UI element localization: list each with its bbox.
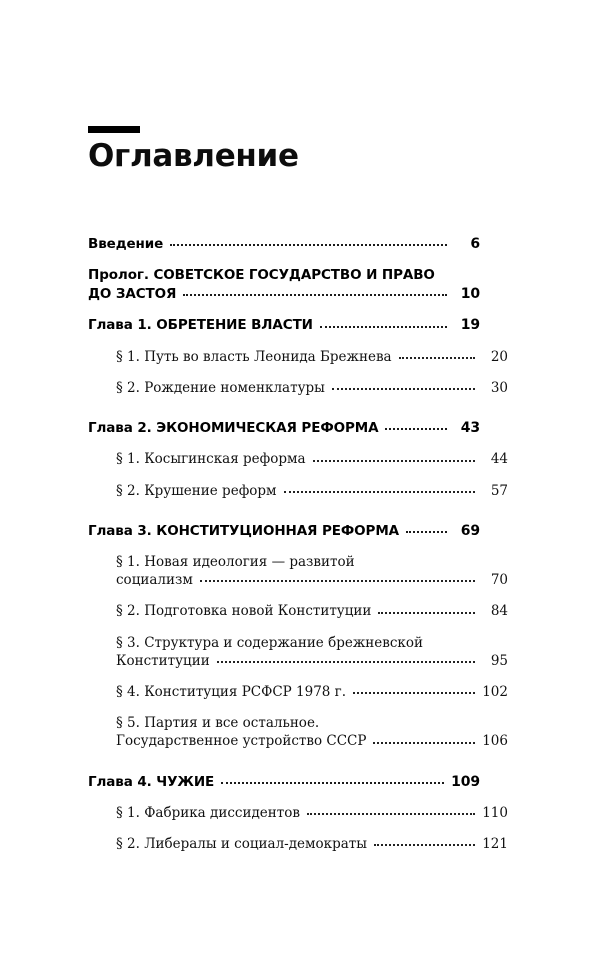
toc-entry-label: § 1. Новая идеология — развитой <box>116 553 355 570</box>
toc-entry-label: Пролог. СОВЕТСКОЕ ГОСУДАРСТВО И ПРАВО <box>88 267 435 284</box>
toc-section-entry[interactable] <box>88 450 508 468</box>
toc-leader-dots <box>313 460 475 462</box>
toc-leader-dots <box>284 491 475 493</box>
toc-section-entry[interactable] <box>88 553 508 589</box>
toc-section-entry[interactable] <box>88 602 508 620</box>
toc-section-entry[interactable] <box>88 714 508 750</box>
toc-entry-page: 10 <box>460 285 480 302</box>
toc-entry-page: 70 <box>490 572 508 589</box>
toc-leader-dots <box>385 428 447 430</box>
toc-entry-label: § 1. Косыгинская реформа <box>116 451 306 468</box>
toc-group-gap <box>88 513 480 522</box>
toc-entry-label-continued <box>88 285 480 304</box>
toc-leader-dots <box>373 742 475 744</box>
toc-entry-label-continued <box>116 652 508 670</box>
toc-section-entry[interactable] <box>88 683 508 701</box>
toc-leader-dots <box>320 326 447 328</box>
toc-section-entry[interactable] <box>88 348 508 366</box>
toc-section-entry[interactable] <box>88 379 508 397</box>
toc-leader-dots <box>170 244 447 246</box>
toc-chapter-entry[interactable] <box>88 419 480 437</box>
toc-entry-label-continued <box>116 571 508 589</box>
toc-leader-dots <box>378 612 475 614</box>
toc-entry-label: Глава 3. КОНСТИТУЦИОННАЯ РЕФОРМА <box>88 522 400 539</box>
toc-entry-label: § 3. Структура и содержание брежневской <box>116 634 423 651</box>
toc-entry-page: 95 <box>490 652 508 669</box>
toc-entry-page: 43 <box>460 420 480 437</box>
toc-entry-page: 69 <box>460 522 480 539</box>
toc-entry-label-tail: Государственное устройство СССР <box>116 733 367 750</box>
toc-entry-label-tail: Конституции <box>116 652 210 669</box>
toc-group-gap <box>88 410 480 419</box>
toc-leader-dots <box>353 692 475 694</box>
toc-entry-label: § 2. Подготовка новой Конституции <box>116 603 372 620</box>
table-of-contents <box>88 235 508 853</box>
toc-entry-page: 19 <box>460 317 480 334</box>
toc-entry-page: 109 <box>451 773 480 790</box>
toc-entry-label: § 2. Рождение номенклатуры <box>116 379 325 396</box>
toc-entry-page: 20 <box>490 348 508 365</box>
toc-entry-label-tail: социализм <box>116 572 193 589</box>
toc-entry-page: 106 <box>482 733 508 750</box>
toc-entry-page: 102 <box>482 684 508 701</box>
toc-leader-dots <box>406 531 447 533</box>
toc-entry-label: § 1. Фабрика диссидентов <box>116 804 300 821</box>
toc-entry-label: § 2. Либералы и социал-демократы <box>116 836 368 853</box>
toc-entry-label-tail: ДО ЗАСТОЯ <box>88 285 177 302</box>
toc-entry-page: 30 <box>490 379 508 396</box>
toc-chapter-entry[interactable] <box>88 266 480 303</box>
title-rule <box>88 126 140 133</box>
toc-group-gap <box>88 764 480 773</box>
toc-leader-dots <box>307 813 475 815</box>
toc-chapter-entry[interactable] <box>88 235 480 253</box>
toc-leader-dots <box>217 661 475 663</box>
toc-entry-page: 57 <box>490 482 508 499</box>
toc-content <box>88 126 508 866</box>
toc-leader-dots <box>374 844 475 846</box>
toc-entry-label: Введение <box>88 236 164 253</box>
toc-entry-page: 121 <box>482 836 508 853</box>
toc-entry-label: § 1. Путь во власть Леонида Брежнева <box>116 348 392 365</box>
toc-section-entry[interactable] <box>88 835 508 853</box>
toc-entry-page: 110 <box>482 804 508 821</box>
toc-section-entry[interactable] <box>88 482 508 500</box>
toc-section-entry[interactable] <box>88 634 508 670</box>
toc-entry-page: 6 <box>470 236 480 253</box>
toc-chapter-entry[interactable] <box>88 522 480 540</box>
toc-entry-label: § 5. Партия и все остальное. <box>116 715 320 732</box>
toc-entry-label: Глава 4. ЧУЖИЕ <box>88 773 215 790</box>
page-title: Оглавление <box>88 138 299 174</box>
toc-entry-page: 84 <box>490 603 508 620</box>
toc-chapter-entry[interactable] <box>88 773 480 791</box>
toc-entry-page: 44 <box>490 451 508 468</box>
toc-leader-dots <box>183 294 447 296</box>
toc-entry-label: Глава 1. ОБРЕТЕНИЕ ВЛАСТИ <box>88 317 313 334</box>
toc-entry-label-continued <box>116 732 508 750</box>
toc-entry-label: Глава 2. ЭКОНОМИЧЕСКАЯ РЕФОРМА <box>88 420 379 437</box>
toc-leader-dots <box>332 388 475 390</box>
toc-leader-dots <box>221 782 444 784</box>
toc-entry-label: § 4. Конституция РСФСР 1978 г. <box>116 684 347 701</box>
toc-leader-dots <box>399 357 475 359</box>
toc-leader-dots <box>200 580 475 582</box>
toc-chapter-entry[interactable] <box>88 316 480 334</box>
toc-section-entry[interactable] <box>88 804 508 822</box>
toc-entry-label: § 2. Крушение реформ <box>116 482 277 499</box>
